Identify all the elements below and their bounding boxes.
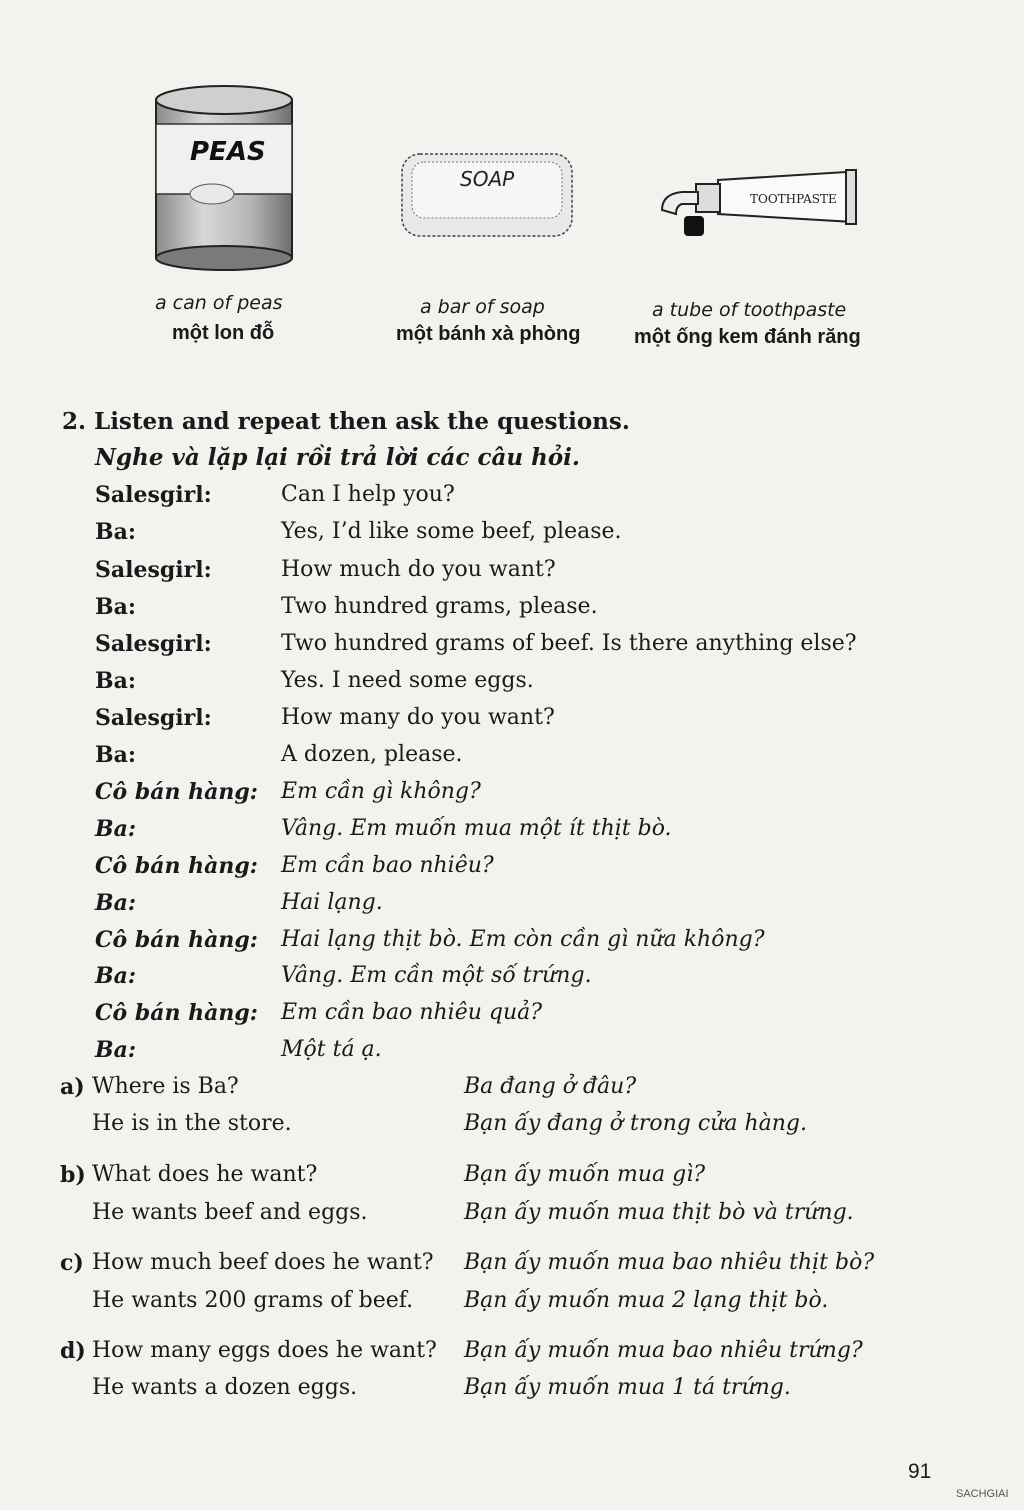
question-translation: Bạn ấy muốn mua gì? — [464, 1162, 706, 1187]
utterance: Em cần bao nhiêu? — [281, 853, 494, 878]
svg-text:PEAS: PEAS — [190, 137, 266, 167]
utterance: Em cần gì không? — [281, 779, 481, 804]
question-letter: a) — [60, 1074, 85, 1100]
question-translation: Ba đang ở đâu? — [464, 1074, 637, 1099]
speaker-label: Ba: — [95, 594, 136, 620]
svg-text:TOOTHPASTE: TOOTHPASTE — [750, 192, 837, 206]
speaker-label: Ba: — [95, 668, 136, 694]
speaker-label: Salesgirl: — [95, 482, 212, 508]
speaker-label: Salesgirl: — [95, 705, 212, 731]
question-text: What does he want? — [92, 1162, 318, 1187]
speaker-label: Ba: — [95, 816, 136, 842]
utterance: Two hundred grams, please. — [281, 594, 598, 619]
caption-en-peas: a can of peas — [155, 292, 283, 314]
answer-text: He is in the store. — [92, 1111, 292, 1136]
speaker-label: Ba: — [95, 742, 136, 768]
utterance: Yes, I’d like some beef, please. — [281, 519, 622, 544]
speaker-label: Ba: — [95, 519, 136, 545]
speaker-label: Cô bán hàng: — [95, 779, 258, 805]
utterance: How many do you want? — [281, 705, 555, 730]
answer-text: He wants a dozen eggs. — [92, 1375, 358, 1400]
answer-text: He wants 200 grams of beef. — [92, 1288, 414, 1313]
svg-text:SOAP: SOAP — [460, 167, 515, 191]
utterance: Hai lạng. — [281, 890, 383, 915]
answer-translation: Bạn ấy muốn mua thịt bò và trứng. — [464, 1200, 854, 1225]
speaker-label: Cô bán hàng: — [95, 927, 258, 953]
utterance: Vâng. Em cần một số trứng. — [281, 963, 592, 988]
caption-en-soap: a bar of soap — [420, 296, 545, 318]
utterance: Vâng. Em muốn mua một ít thịt bò. — [281, 816, 672, 841]
utterance: Two hundred grams of beef. Is there anything else? — [281, 631, 857, 656]
utterance: A dozen, please. — [281, 742, 463, 767]
utterance: Can I help you? — [281, 482, 455, 507]
can-icon — [150, 82, 298, 272]
answer-translation: Bạn ấy muốn mua 2 lạng thịt bò. — [464, 1288, 829, 1313]
watermark-logo: SACHGIAI — [956, 1488, 1009, 1500]
speaker-label: Salesgirl: — [95, 557, 212, 583]
speaker-label: Cô bán hàng: — [95, 1000, 258, 1026]
speaker-label: Salesgirl: — [95, 631, 212, 657]
section-subheading: Nghe và lặp lại rồi trả lời các câu hỏi. — [95, 444, 580, 471]
question-letter: d) — [60, 1338, 86, 1364]
speaker-label: Ba: — [95, 890, 136, 916]
utterance: Yes. I need some eggs. — [281, 668, 534, 693]
soap-icon — [398, 148, 576, 240]
caption-en-toothpaste: a tube of toothpaste — [652, 299, 847, 321]
speaker-label: Cô bán hàng: — [95, 853, 258, 879]
question-translation: Bạn ấy muốn mua bao nhiêu thịt bò? — [464, 1250, 875, 1275]
question-text: How many eggs does he want? — [92, 1338, 437, 1363]
question-text: Where is Ba? — [92, 1074, 239, 1099]
section-heading: 2. Listen and repeat then ask the questions. — [62, 408, 630, 435]
utterance: How much do you want? — [281, 557, 556, 582]
question-text: How much beef does he want? — [92, 1250, 434, 1275]
page-number: 91 — [908, 1460, 932, 1483]
answer-translation: Bạn ấy muốn mua 1 tá trứng. — [464, 1375, 791, 1400]
caption-vi-toothpaste: một ống kem đánh răng — [634, 326, 861, 348]
caption-vi-soap: một bánh xà phòng — [396, 323, 581, 345]
answer-translation: Bạn ấy đang ở trong cửa hàng. — [464, 1111, 808, 1136]
utterance: Hai lạng thịt bò. Em còn cần gì nữa không? — [281, 927, 765, 952]
speaker-label: Ba: — [95, 1037, 136, 1063]
toothpaste-icon — [658, 166, 860, 242]
caption-vi-peas: một lon đỗ — [172, 322, 275, 344]
answer-text: He wants beef and eggs. — [92, 1200, 368, 1225]
utterance: Một tá ạ. — [281, 1037, 382, 1062]
question-letter: c) — [60, 1250, 84, 1276]
speaker-label: Ba: — [95, 963, 136, 989]
question-translation: Bạn ấy muốn mua bao nhiêu trứng? — [464, 1338, 863, 1363]
question-letter: b) — [60, 1162, 86, 1188]
utterance: Em cần bao nhiêu quả? — [281, 1000, 543, 1025]
